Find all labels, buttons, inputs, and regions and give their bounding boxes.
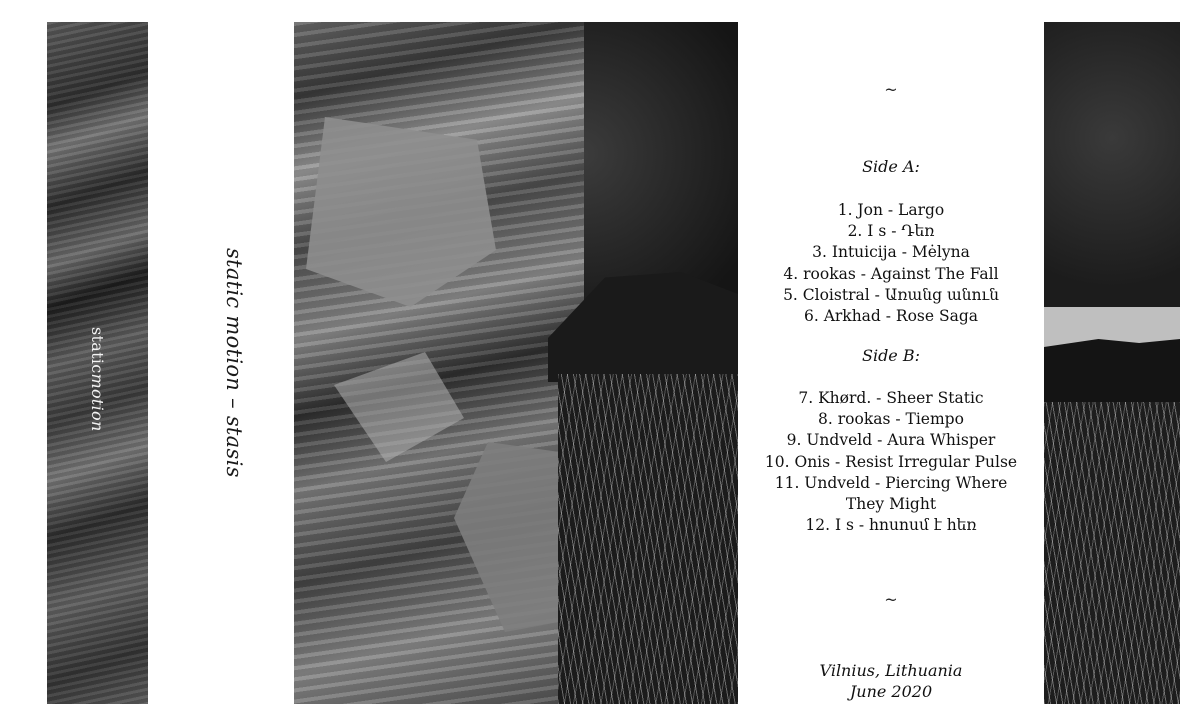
side-b-heading: Side B: [861, 346, 921, 365]
cover-artwork [294, 22, 738, 704]
track-item: 4. rookas - Against The Fall [783, 264, 999, 283]
flap-sky-texture [1044, 22, 1180, 312]
track-item: 5. Cloistral - Առանց անուն [783, 285, 999, 304]
track-item: 10. Onis - Resist Irregular Pulse [764, 452, 1018, 471]
track-item: 9. Undveld - Aura Whisper [786, 431, 996, 450]
side-a-tracklist [760, 200, 1022, 327]
release-info [760, 660, 1022, 702]
cover-grass-field [558, 374, 738, 704]
spine-photo-panel [47, 22, 148, 704]
track-item: 11. Undveld - Piercing Where [774, 473, 1008, 492]
track-item: 7. Khørd. - Sheer Static [798, 389, 984, 407]
track-item: 3. Intuicija - Mėlyna [812, 243, 970, 262]
side-a-heading: Side A: [862, 157, 920, 176]
release-location: Vilnius, Lithuania [819, 661, 963, 680]
tilde-divider-top: ~ [884, 80, 898, 99]
vertical-title: static motion – stasis [222, 248, 246, 478]
tilde-divider-bottom: ~ [884, 590, 898, 609]
spine-text-motion: motion [88, 373, 107, 432]
track-item: 2. I s - Դեռ [847, 222, 935, 241]
release-date: June 2020 [849, 682, 933, 701]
spine-text-static: static [88, 327, 107, 374]
spine-text [88, 327, 107, 432]
track-item: 12. I s - hnunuմ է hեռ [805, 516, 977, 535]
tracklist-panel [760, 22, 1022, 704]
side-b-tracklist [760, 388, 1022, 536]
track-item-continuation: They Might [845, 495, 937, 514]
track-item: 8. rookas - Tiempo [818, 410, 964, 429]
back-flap-photo [1044, 22, 1180, 704]
flap-grass-field [1044, 402, 1180, 704]
track-item: 1. Jon - Largo [837, 201, 945, 219]
track-item: 6. Arkhad - Rose Saga [803, 307, 979, 326]
